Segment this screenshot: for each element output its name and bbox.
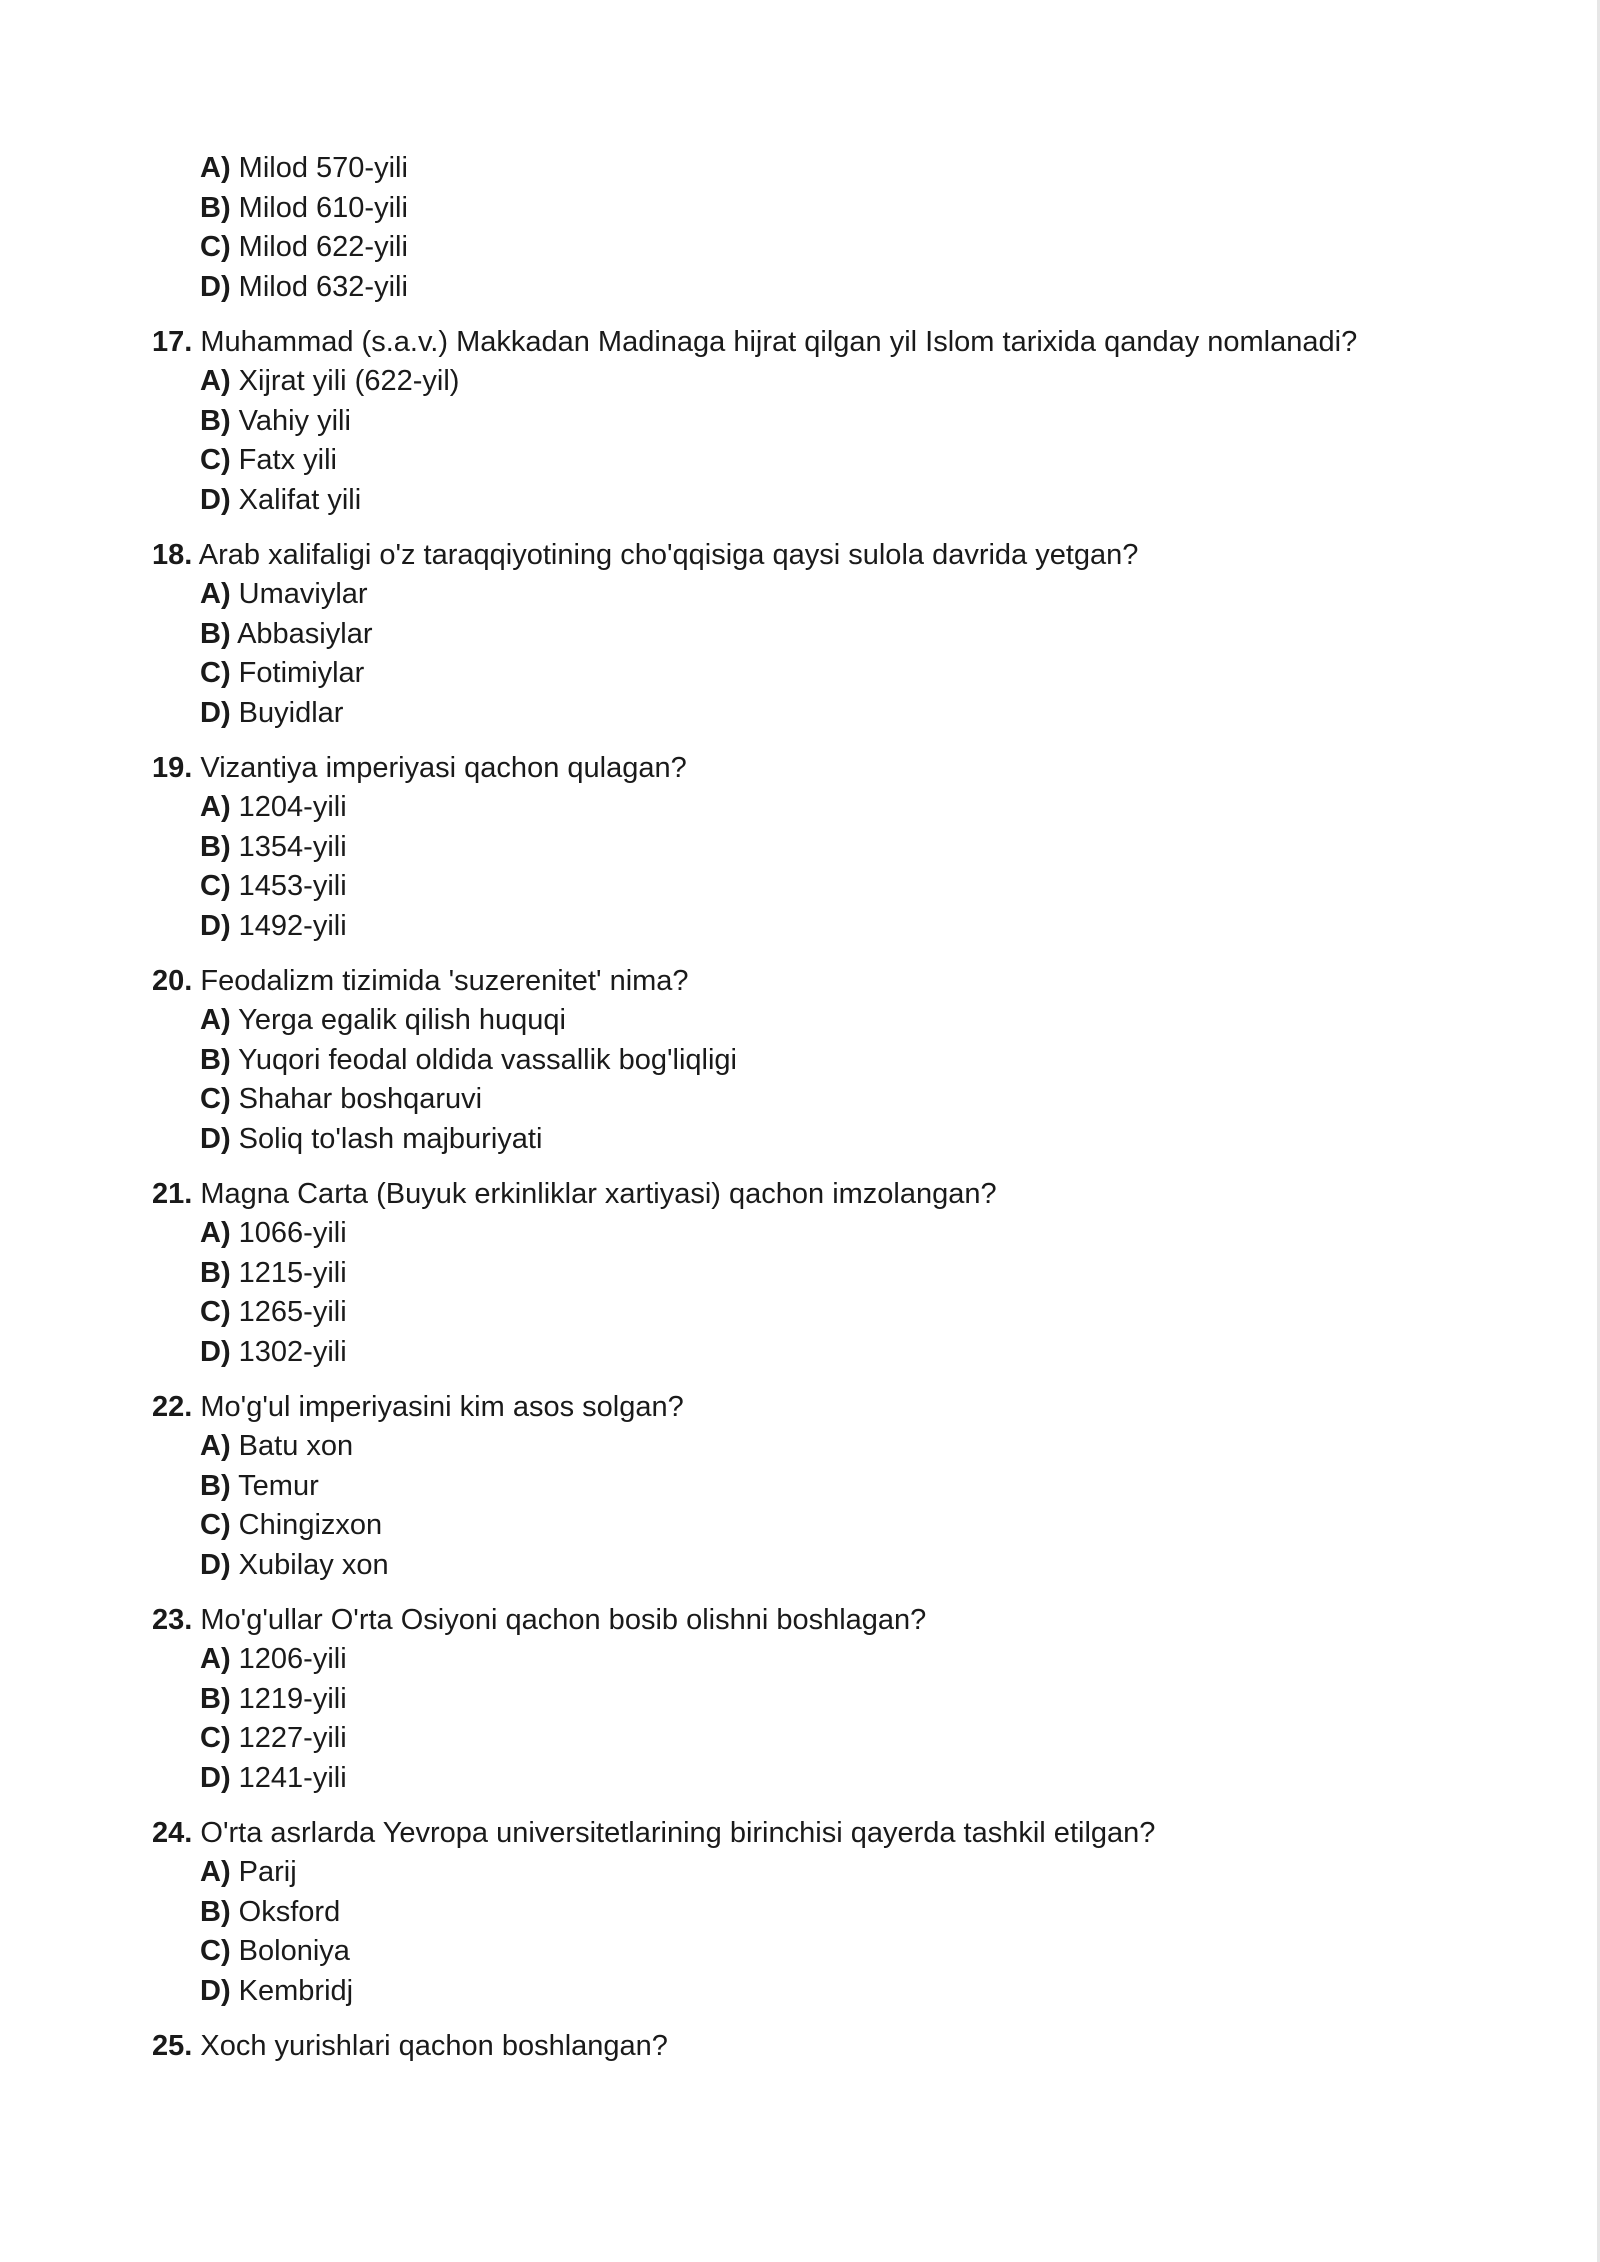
answer-option	[200, 788, 1472, 828]
option-text: 1227-yili	[238, 1722, 347, 1754]
option-letter: A)	[200, 791, 231, 823]
question-number: 24.	[152, 1817, 193, 1849]
question-line	[152, 1813, 1472, 1853]
option-letter: B)	[200, 617, 231, 650]
answer-option	[200, 1041, 1472, 1081]
option-letter: B)	[200, 1043, 231, 1076]
question-line	[152, 961, 1472, 1001]
answer-option	[200, 694, 1472, 734]
answer-option	[200, 615, 1472, 655]
option-letter: B)	[200, 1469, 231, 1502]
question-line	[152, 2026, 1472, 2066]
answer-option	[200, 1293, 1472, 1333]
option-text: Abbasiylar	[237, 617, 373, 650]
option-letter: C)	[200, 1509, 231, 1541]
answer-option	[200, 907, 1472, 947]
question-text: Arab xalifaligi o'z taraqqiyotining cho'qqisiga qaysi sulola davrida yetgan?	[198, 539, 1139, 571]
question-line	[152, 748, 1472, 788]
option-letter: C)	[200, 1722, 231, 1754]
answer-option	[200, 828, 1472, 868]
quiz-page-content	[152, 149, 1472, 2081]
option-text: 1354-yili	[238, 830, 347, 863]
answer-option	[200, 1120, 1472, 1160]
question-number: 22.	[152, 1391, 193, 1423]
question-block	[152, 961, 1472, 1159]
option-letter: A)	[200, 578, 231, 610]
question-block	[152, 1813, 1472, 2011]
question-text: Mo'g'ul imperiyasini kim asos solgan?	[200, 1391, 684, 1423]
answer-option	[200, 1680, 1472, 1720]
option-letter: C)	[200, 444, 231, 476]
answer-option	[200, 867, 1472, 907]
question-line	[152, 1174, 1472, 1214]
answer-option	[200, 441, 1472, 481]
option-text: Shahar boshqaruvi	[238, 1083, 483, 1115]
option-text: 1241-yili	[238, 1761, 347, 1794]
answer-option	[200, 654, 1472, 694]
question-line	[152, 322, 1472, 362]
question-line	[152, 1387, 1472, 1427]
option-text: Parij	[238, 1856, 297, 1888]
option-text: Chingizxon	[238, 1509, 383, 1541]
question-text: Feodalizm tizimida 'suzerenitet' nima?	[200, 965, 689, 997]
option-text: Fatx yili	[238, 444, 337, 476]
option-text: Boloniya	[238, 1935, 350, 1967]
answer-options	[152, 1214, 1472, 1372]
question-text: Vizantiya imperiyasi qachon qulagan?	[200, 752, 687, 784]
option-text: Milod 622-yili	[238, 231, 408, 263]
option-letter: D)	[200, 1761, 231, 1794]
option-letter: C)	[200, 231, 231, 263]
answer-option	[200, 1001, 1472, 1041]
option-letter: D)	[200, 270, 231, 303]
option-letter: C)	[200, 1083, 231, 1115]
option-letter: C)	[200, 1296, 231, 1328]
option-letter: B)	[200, 191, 231, 224]
question-text: Mo'g'ullar O'rta Osiyoni qachon bosib olishni boshlagan?	[200, 1604, 927, 1636]
option-letter: D)	[200, 483, 231, 516]
option-letter: D)	[200, 1335, 231, 1368]
answer-option	[200, 1254, 1472, 1294]
option-text: Milod 632-yili	[238, 270, 408, 303]
option-letter: B)	[200, 404, 231, 437]
question-block	[152, 1387, 1472, 1585]
option-letter: D)	[200, 1974, 231, 2007]
option-letter: C)	[200, 870, 231, 902]
option-text: Buyidlar	[238, 696, 344, 729]
option-text: Kembridj	[238, 1974, 354, 2007]
answer-option	[200, 1427, 1472, 1467]
question-number: 19.	[152, 752, 193, 784]
answer-option	[200, 1759, 1472, 1799]
option-letter: B)	[200, 1256, 231, 1289]
option-text: Xubilay xon	[238, 1548, 389, 1581]
option-text: 1219-yili	[238, 1682, 347, 1715]
question-number: 25.	[152, 2030, 193, 2062]
question-block	[152, 2026, 1472, 2066]
option-text: Vahiy yili	[238, 404, 351, 437]
answer-options	[152, 1001, 1472, 1159]
answer-option	[200, 1333, 1472, 1373]
answer-option	[200, 189, 1472, 229]
option-text: Yerga egalik qilish huquqi	[238, 1004, 566, 1036]
answer-options	[152, 1427, 1472, 1585]
option-letter: A)	[200, 1856, 231, 1888]
question-block	[152, 1174, 1472, 1372]
option-text: 1302-yili	[238, 1335, 347, 1368]
question-line	[152, 1600, 1472, 1640]
option-text: Milod 610-yili	[238, 191, 408, 224]
option-letter: B)	[200, 1895, 231, 1928]
option-letter: A)	[200, 1217, 231, 1249]
option-letter: D)	[200, 1548, 231, 1581]
option-text: Umaviylar	[238, 578, 368, 610]
question-block	[152, 748, 1472, 946]
option-letter: D)	[200, 1122, 231, 1155]
question-text: O'rta asrlarda Yevropa universitetlarining birinchisi qayerda tashkil etilgan?	[200, 1817, 1156, 1849]
answer-option	[200, 149, 1472, 189]
option-text: 1492-yili	[238, 909, 347, 942]
answer-option	[200, 1080, 1472, 1120]
option-letter: D)	[200, 909, 231, 942]
option-text: Yuqori feodal oldida vassallik bog'liqligi	[238, 1043, 738, 1076]
answer-option	[200, 1506, 1472, 1546]
option-text: 1265-yili	[238, 1296, 347, 1328]
question-text: Magna Carta (Buyuk erkinliklar xartiyasi) qachon imzolangan?	[200, 1178, 997, 1210]
option-text: 1215-yili	[238, 1256, 347, 1289]
question-block	[152, 1600, 1472, 1798]
option-letter: B)	[200, 830, 231, 863]
option-letter: C)	[200, 1935, 231, 1967]
answer-option	[200, 1932, 1472, 1972]
answer-option	[200, 362, 1472, 402]
previous-question-options	[152, 149, 1472, 307]
question-block	[152, 535, 1472, 733]
option-letter: A)	[200, 1430, 231, 1462]
answer-options	[152, 788, 1472, 946]
question-number: 23.	[152, 1604, 193, 1636]
question-number: 17.	[152, 326, 193, 358]
option-letter: A)	[200, 1643, 231, 1675]
answer-option	[200, 268, 1472, 308]
answer-options	[152, 1853, 1472, 2011]
answer-options	[152, 1640, 1472, 1798]
option-text: 1453-yili	[238, 870, 347, 902]
option-text: 1206-yili	[238, 1643, 347, 1675]
option-text: Xalifat yili	[238, 483, 362, 516]
question-text: Xoch yurishlari qachon boshlangan?	[200, 2030, 668, 2062]
answer-option	[200, 575, 1472, 615]
answer-option	[200, 1853, 1472, 1893]
answer-options	[152, 575, 1472, 733]
option-letter: C)	[200, 657, 231, 689]
answer-option	[200, 481, 1472, 521]
question-list	[152, 322, 1472, 2066]
answer-options	[152, 362, 1472, 520]
option-text: Batu xon	[238, 1430, 354, 1462]
option-letter: D)	[200, 696, 231, 729]
answer-option	[200, 1719, 1472, 1759]
answer-option	[200, 1640, 1472, 1680]
option-letter: A)	[200, 365, 231, 397]
answer-option	[200, 1467, 1472, 1507]
option-text: 1204-yili	[238, 791, 347, 823]
option-letter: A)	[200, 152, 231, 184]
answer-option	[200, 1214, 1472, 1254]
answer-option	[200, 1893, 1472, 1933]
answer-option	[200, 402, 1472, 442]
option-text: Soliq to'lash majburiyati	[238, 1122, 543, 1155]
question-line	[152, 535, 1472, 575]
option-text: Temur	[238, 1469, 319, 1502]
answer-option	[200, 1972, 1472, 2012]
question-text: Muhammad (s.a.v.) Makkadan Madinaga hijrat qilgan yil Islom tarixida qanday nomlanadi?	[200, 326, 1358, 358]
option-text: Xijrat yili (622-yil)	[238, 365, 460, 397]
option-letter: B)	[200, 1682, 231, 1715]
option-text: 1066-yili	[238, 1217, 347, 1249]
answer-option	[200, 228, 1472, 268]
question-block	[152, 322, 1472, 520]
option-letter: A)	[200, 1004, 231, 1036]
question-number: 18.	[152, 539, 193, 571]
question-number: 21.	[152, 1178, 193, 1210]
option-text: Fotimiylar	[238, 657, 365, 689]
option-text: Milod 570-yili	[238, 152, 408, 184]
answer-option	[200, 1546, 1472, 1586]
option-text: Oksford	[238, 1895, 341, 1928]
question-number: 20.	[152, 965, 193, 997]
